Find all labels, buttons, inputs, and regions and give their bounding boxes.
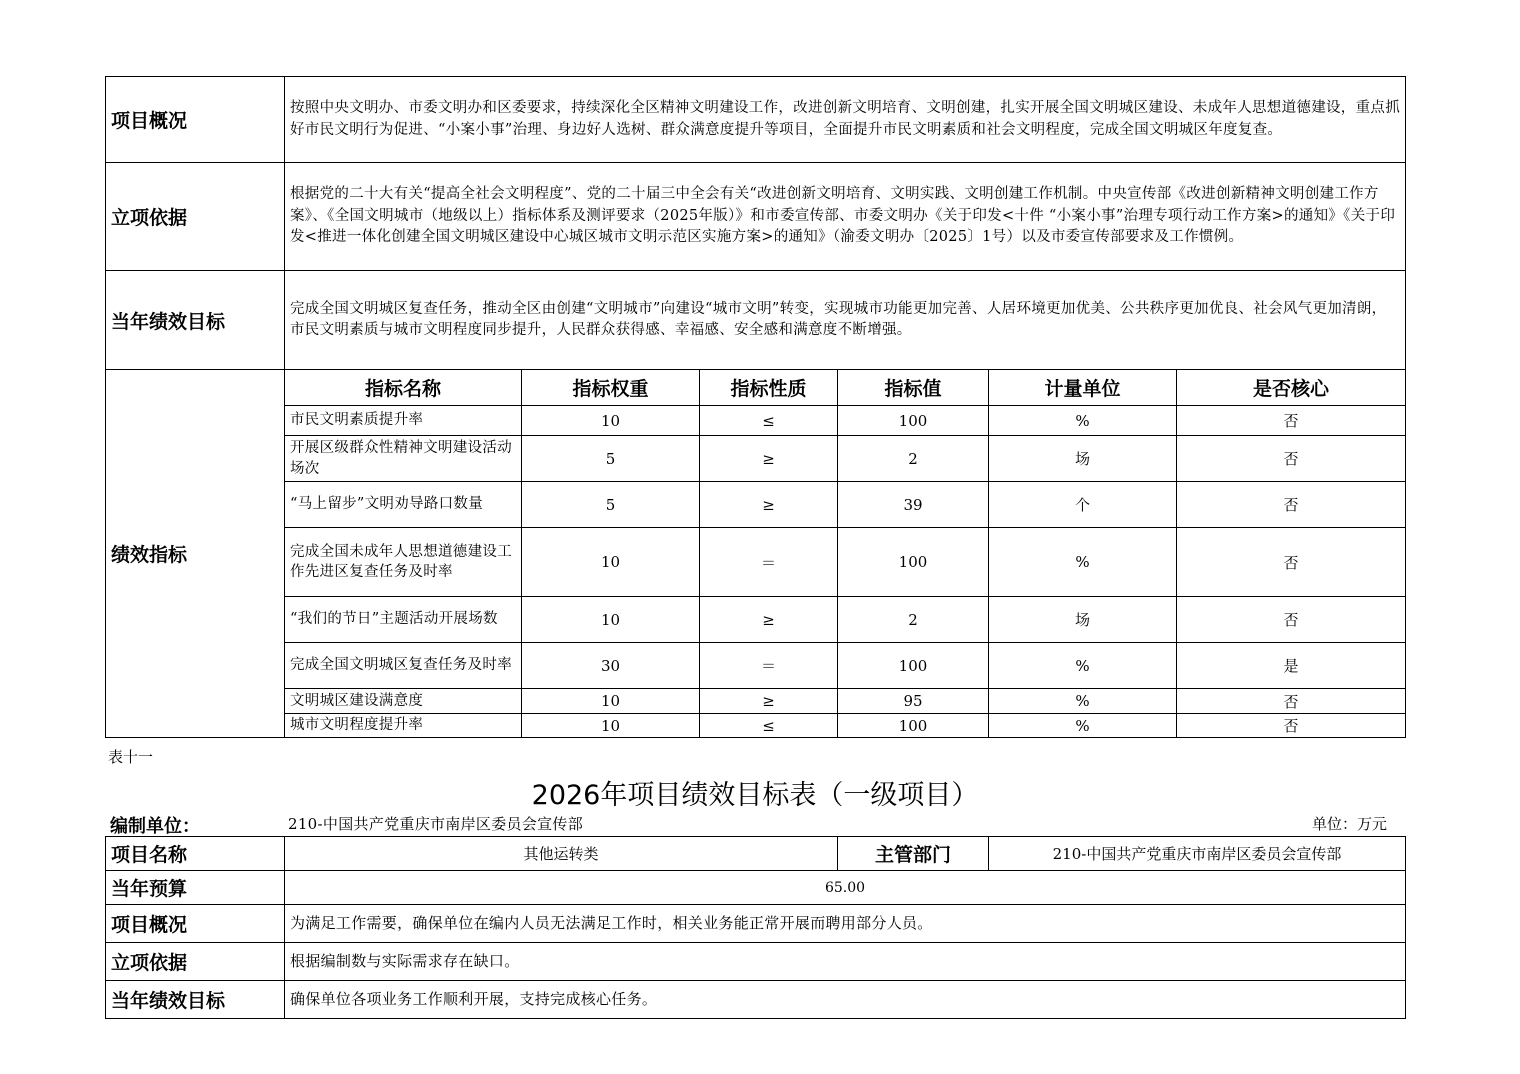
indicator-unit: % — [989, 528, 1177, 597]
budget-value: 65.00 — [285, 871, 1406, 905]
indicator-weight: 10 — [522, 406, 700, 436]
indicator-nature: ≥ — [700, 436, 838, 482]
indicator-core: 否 — [1177, 597, 1406, 643]
indicator-row — [106, 714, 1406, 738]
basis-text: 根据党的二十大有关“提高全社会文明程度”、党的二十届三中全会有关“改进创新文明培育、文明实践、文明创建工作机制。中央宣传部《改进创新精神文明创建工作方案》、《全国文明城市（地级以上）指标体系及测评要求（2025年版）》和市委宣传部、市委文明办《关于印发<十件 “小案小事”治理专项行动工作方案>的通知》《关于印发<推进一体化创建全国文明城区建设中心城区城市文明示范区实施方案>的通知》（渝委文明办〔2025〕1号）以及市委宣传部要求及工作惯例。 — [285, 163, 1406, 271]
indicator-weight: 5 — [522, 482, 700, 528]
overview-label: 项目概况 — [106, 905, 285, 943]
overview-label: 项目概况 — [106, 77, 285, 163]
indicator-nature: ≤ — [700, 406, 838, 436]
indicator-core: 否 — [1177, 528, 1406, 597]
indicator-row — [106, 482, 1406, 528]
overview-text: 为满足工作需要，确保单位在编内人员无法满足工作时，相关业务能正常开展而聘用部分人员。 — [285, 905, 1406, 943]
indicator-nature: ≥ — [700, 597, 838, 643]
org-label: 编制单位： — [110, 816, 200, 837]
table-number-label: 表十一 — [108, 748, 154, 766]
indicator-nature: ＝ — [700, 643, 838, 689]
indicator-weight: 30 — [522, 643, 700, 689]
indicator-nature: ≥ — [700, 482, 838, 528]
basis-row — [106, 163, 1406, 271]
unit-label: 单位：万元 — [1312, 815, 1388, 833]
indicator-nature: ≥ — [700, 689, 838, 714]
indicator-value: 2 — [838, 597, 989, 643]
indicator-value: 39 — [838, 482, 989, 528]
indicator-row — [106, 689, 1406, 714]
basis-row — [106, 943, 1406, 981]
indicator-nature: ＝ — [700, 528, 838, 597]
indicator-value: 100 — [838, 714, 989, 738]
indicator-core: 是 — [1177, 643, 1406, 689]
dept-label: 主管部门 — [838, 837, 989, 871]
indicator-weight: 10 — [522, 597, 700, 643]
header-name: 指标名称 — [285, 370, 522, 406]
indicator-name: 城市文明程度提升率 — [285, 714, 522, 738]
indicator-name: 文明城区建设满意度 — [285, 689, 522, 714]
header-unit: 计量单位 — [989, 370, 1177, 406]
indicator-header-row — [106, 370, 1406, 406]
indicator-unit: 场 — [989, 436, 1177, 482]
indicator-weight: 10 — [522, 528, 700, 597]
indicator-unit: 场 — [989, 597, 1177, 643]
project-name-value: 其他运转类 — [285, 837, 838, 871]
indicator-name: “马上留步”文明劝导路口数量 — [285, 482, 522, 528]
indicator-nature: ≤ — [700, 714, 838, 738]
indicator-unit: % — [989, 643, 1177, 689]
indicator-row — [106, 597, 1406, 643]
basis-text: 根据编制数与实际需求存在缺口。 — [285, 943, 1406, 981]
indicator-weight: 10 — [522, 689, 700, 714]
header-weight: 指标权重 — [522, 370, 700, 406]
goal-text: 确保单位各项业务工作顺利开展，支持完成核心任务。 — [285, 981, 1406, 1019]
indicator-value: 100 — [838, 643, 989, 689]
overview-row — [106, 905, 1406, 943]
project-name-label: 项目名称 — [106, 837, 285, 871]
header-value: 指标值 — [838, 370, 989, 406]
goal-row — [106, 271, 1406, 370]
indicator-weight: 10 — [522, 714, 700, 738]
indicator-name: 完成全国文明城区复查任务及时率 — [285, 643, 522, 689]
budget-label: 当年预算 — [106, 871, 285, 905]
goal-label: 当年绩效目标 — [106, 271, 285, 370]
org-value: 210-中国共产党重庆市南岸区委员会宣传部 — [288, 815, 584, 833]
indicator-name: 完成全国未成年人思想道德建设工作先进区复查任务及时率 — [285, 528, 522, 597]
indicator-row — [106, 436, 1406, 482]
indicator-value: 2 — [838, 436, 989, 482]
indicator-core: 否 — [1177, 482, 1406, 528]
indicator-row — [106, 406, 1406, 436]
project-name-row — [106, 837, 1406, 871]
performance-table-2 — [105, 836, 1406, 1019]
indicator-name: “我们的节日”主题活动开展场数 — [285, 597, 522, 643]
indicator-core: 否 — [1177, 689, 1406, 714]
performance-table-1 — [105, 76, 1406, 738]
goal-row — [106, 981, 1406, 1019]
indicator-label: 绩效指标 — [106, 370, 285, 738]
budget-row — [106, 871, 1406, 905]
indicator-name: 市民文明素质提升率 — [285, 406, 522, 436]
document-title: 2026年项目绩效目标表（一级项目） — [531, 780, 979, 811]
basis-label: 立项依据 — [106, 163, 285, 271]
indicator-row — [106, 528, 1406, 597]
basis-label: 立项依据 — [106, 943, 285, 981]
indicator-unit: 个 — [989, 482, 1177, 528]
indicator-weight: 5 — [522, 436, 700, 482]
indicator-core: 否 — [1177, 714, 1406, 738]
dept-value: 210-中国共产党重庆市南岸区委员会宣传部 — [989, 837, 1406, 871]
indicator-unit: % — [989, 689, 1177, 714]
goal-text: 完成全国文明城区复查任务，推动全区由创建“文明城市”向建设“城市文明”转变，实现城市功能更加完善、人居环境更加优美、公共秩序更加优良、社会风气更加清朗，市民文明素质与城市文明程度同步提升，人民群众获得感、幸福感、安全感和满意度不断增强。 — [285, 271, 1406, 370]
indicator-name: 开展区级群众性精神文明建设活动场次 — [285, 436, 522, 482]
overview-text: 按照中央文明办、市委文明办和区委要求，持续深化全区精神文明建设工作，改进创新文明培育、文明创建，扎实开展全国文明城区建设、未成年人思想道德建设，重点抓好市民文明行为促进、“小案小事”治理、身边好人选树、群众满意度提升等项目，全面提升市民文明素质和社会文明程度，完成全国文明城区年度复查。 — [285, 77, 1406, 163]
goal-label: 当年绩效目标 — [106, 981, 285, 1019]
indicator-core: 否 — [1177, 406, 1406, 436]
header-core: 是否核心 — [1177, 370, 1406, 406]
indicator-value: 95 — [838, 689, 989, 714]
indicator-value: 100 — [838, 528, 989, 597]
indicator-value: 100 — [838, 406, 989, 436]
indicator-row — [106, 643, 1406, 689]
indicator-unit: % — [989, 406, 1177, 436]
indicator-core: 否 — [1177, 436, 1406, 482]
header-nature: 指标性质 — [700, 370, 838, 406]
overview-row — [106, 77, 1406, 163]
indicator-unit: % — [989, 714, 1177, 738]
